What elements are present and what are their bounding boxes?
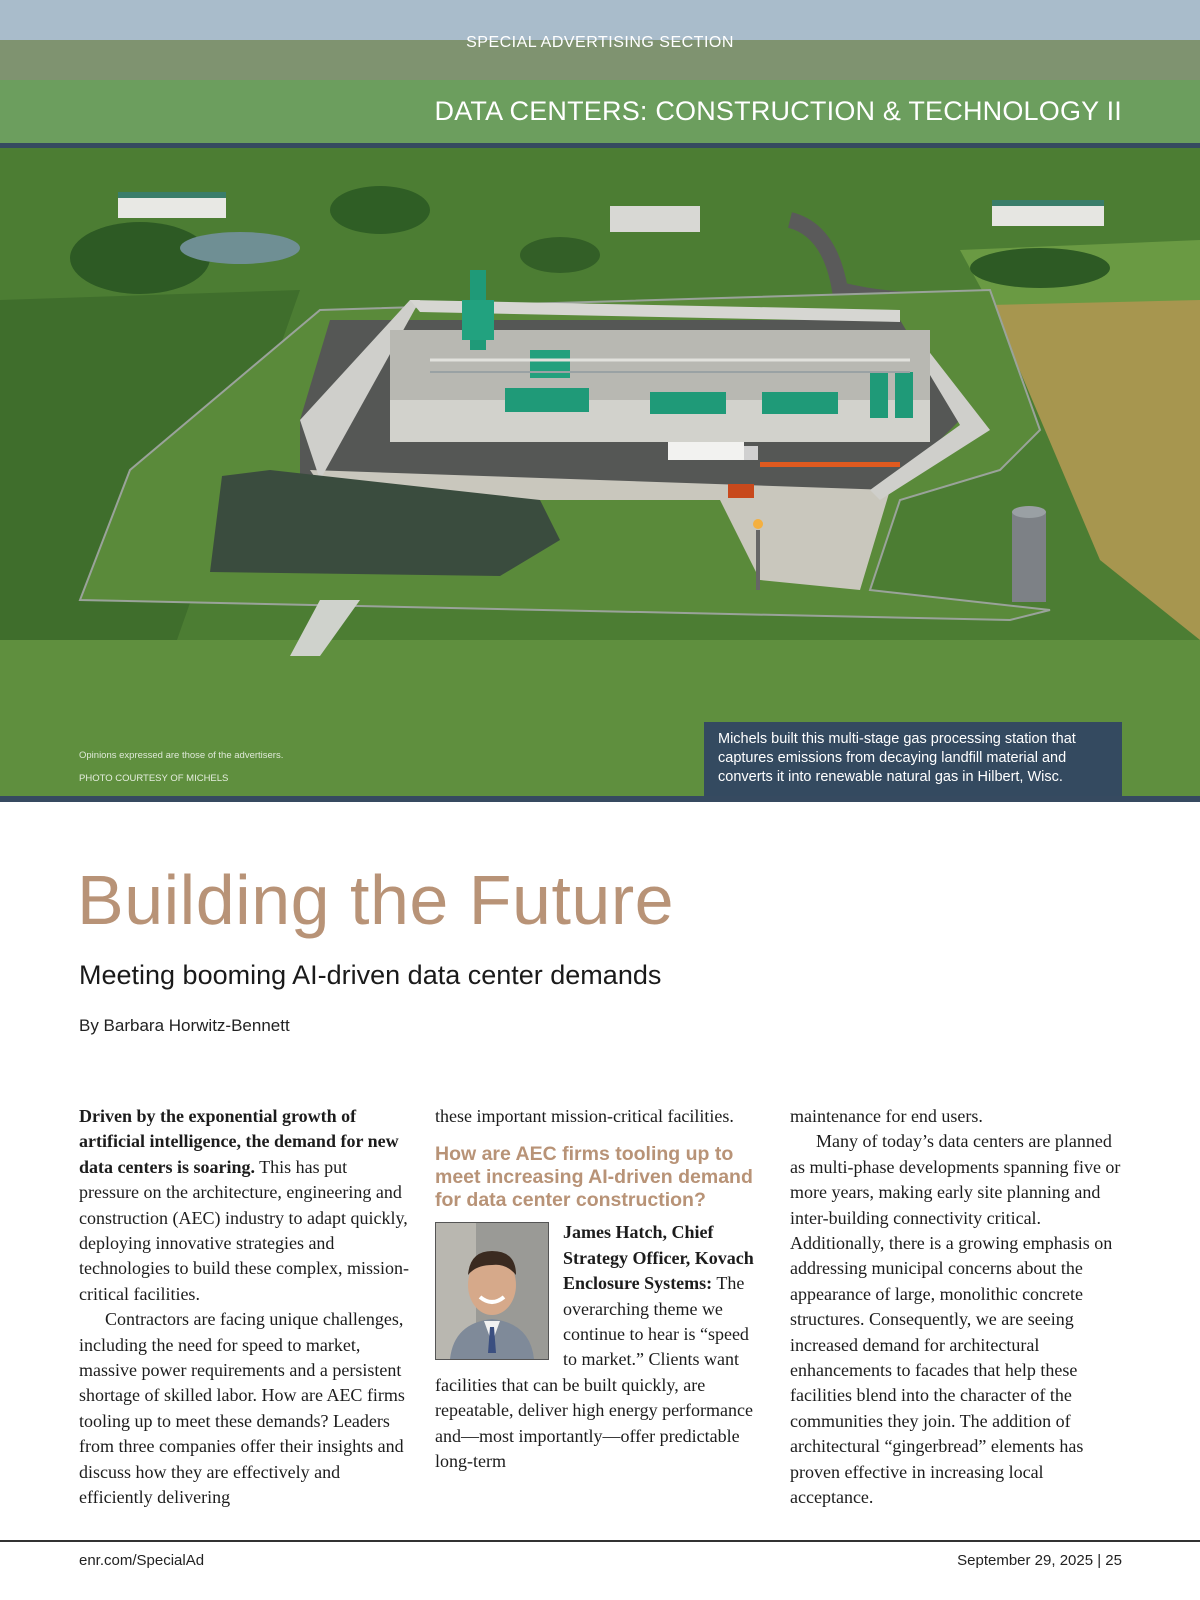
footer-url: enr.com/SpecialAd bbox=[79, 1552, 205, 1569]
footer-rule bbox=[0, 1540, 1200, 1542]
body-column-2 bbox=[435, 1104, 765, 1474]
photo-credit: PHOTO COURTESY OF MICHELS bbox=[79, 773, 229, 784]
section-title: DATA CENTERS: CONSTRUCTION & TECHNOLOGY II bbox=[434, 96, 1122, 126]
paragraph-challenges: Contractors are facing unique challenges, including the need for speed to market, massive power requirements and a persistent shortage of skilled labor. How are AEC firms tooling up to meet these demands? Leaders from three companies offer their insights and discuss how they are effectively and efficiently delivering bbox=[79, 1309, 405, 1508]
speaker-headshot bbox=[435, 1222, 549, 1360]
special-advertising-label: SPECIAL ADVERTISING SECTION bbox=[466, 34, 734, 51]
article-subtitle: Meeting booming AI-driven data center demands bbox=[79, 960, 662, 990]
body-column-3 bbox=[790, 1104, 1125, 1511]
intro-text: This has put pressure on the architecture, engineering and construction (AEC) industry to adapt quickly, deploying innovative strategies and technologies to build these complex, mission-critical facilities. bbox=[79, 1156, 409, 1304]
headshot-illustration bbox=[436, 1223, 548, 1359]
hero-bottom-rule bbox=[0, 796, 1200, 802]
photo-caption: Michels built this multi-stage gas processing station that captures emissions from decaying landfill material and converts it into renewable natural gas in Hilbert, Wisc. bbox=[704, 722, 1122, 796]
speaker-name: James Hatch, Chief Strategy Officer, Kovach Enclosure Systems: bbox=[563, 1222, 754, 1294]
paragraph-multiphase: Many of today’s data centers are planned as multi-phase developments spanning five or more years, making early site planning and inter-building connectivity critical. Additionally, there is a growing emphasis on addressing municipal concerns about the appearance of large, monolithic concrete structures. Consequently, we are seeing increased demand for architectural enhancements to facades that help these facilities blend into the character of the communities they join. The addition of architectural “gingerbread” elements has proven effective in increasing local acceptance. bbox=[790, 1131, 1121, 1508]
lead-sentence: Driven by the exponential growth of artificial intelligence, the demand for new data centers is soaring. bbox=[79, 1106, 399, 1177]
section-banner-rule bbox=[0, 143, 1200, 148]
article-title: Building the Future bbox=[77, 861, 675, 939]
advertiser-disclaimer: Opinions expressed are those of the advertisers. bbox=[79, 750, 284, 761]
body-column-1 bbox=[79, 1104, 411, 1511]
interview-question: How are AEC firms tooling up to meet increasing AI-driven demand for data center construction? bbox=[435, 1143, 753, 1212]
paragraph-challenges-continued: these important mission-critical facilities. bbox=[435, 1106, 734, 1126]
article-byline: By Barbara Horwitz-Bennett bbox=[79, 1016, 290, 1035]
paragraph-intro bbox=[79, 1104, 411, 1307]
answer-continued: maintenance for end users. bbox=[790, 1106, 983, 1126]
answer-text: The overarching theme we continue to hear is “speed to market.” Clients want facilities that can be built quickly, are repeatable, deliver high energy performance and—most importantly—offer predictable long-term bbox=[435, 1273, 754, 1472]
footer-date-page: September 29, 2025 | 25 bbox=[957, 1552, 1122, 1569]
speaker-block bbox=[435, 1220, 765, 1474]
